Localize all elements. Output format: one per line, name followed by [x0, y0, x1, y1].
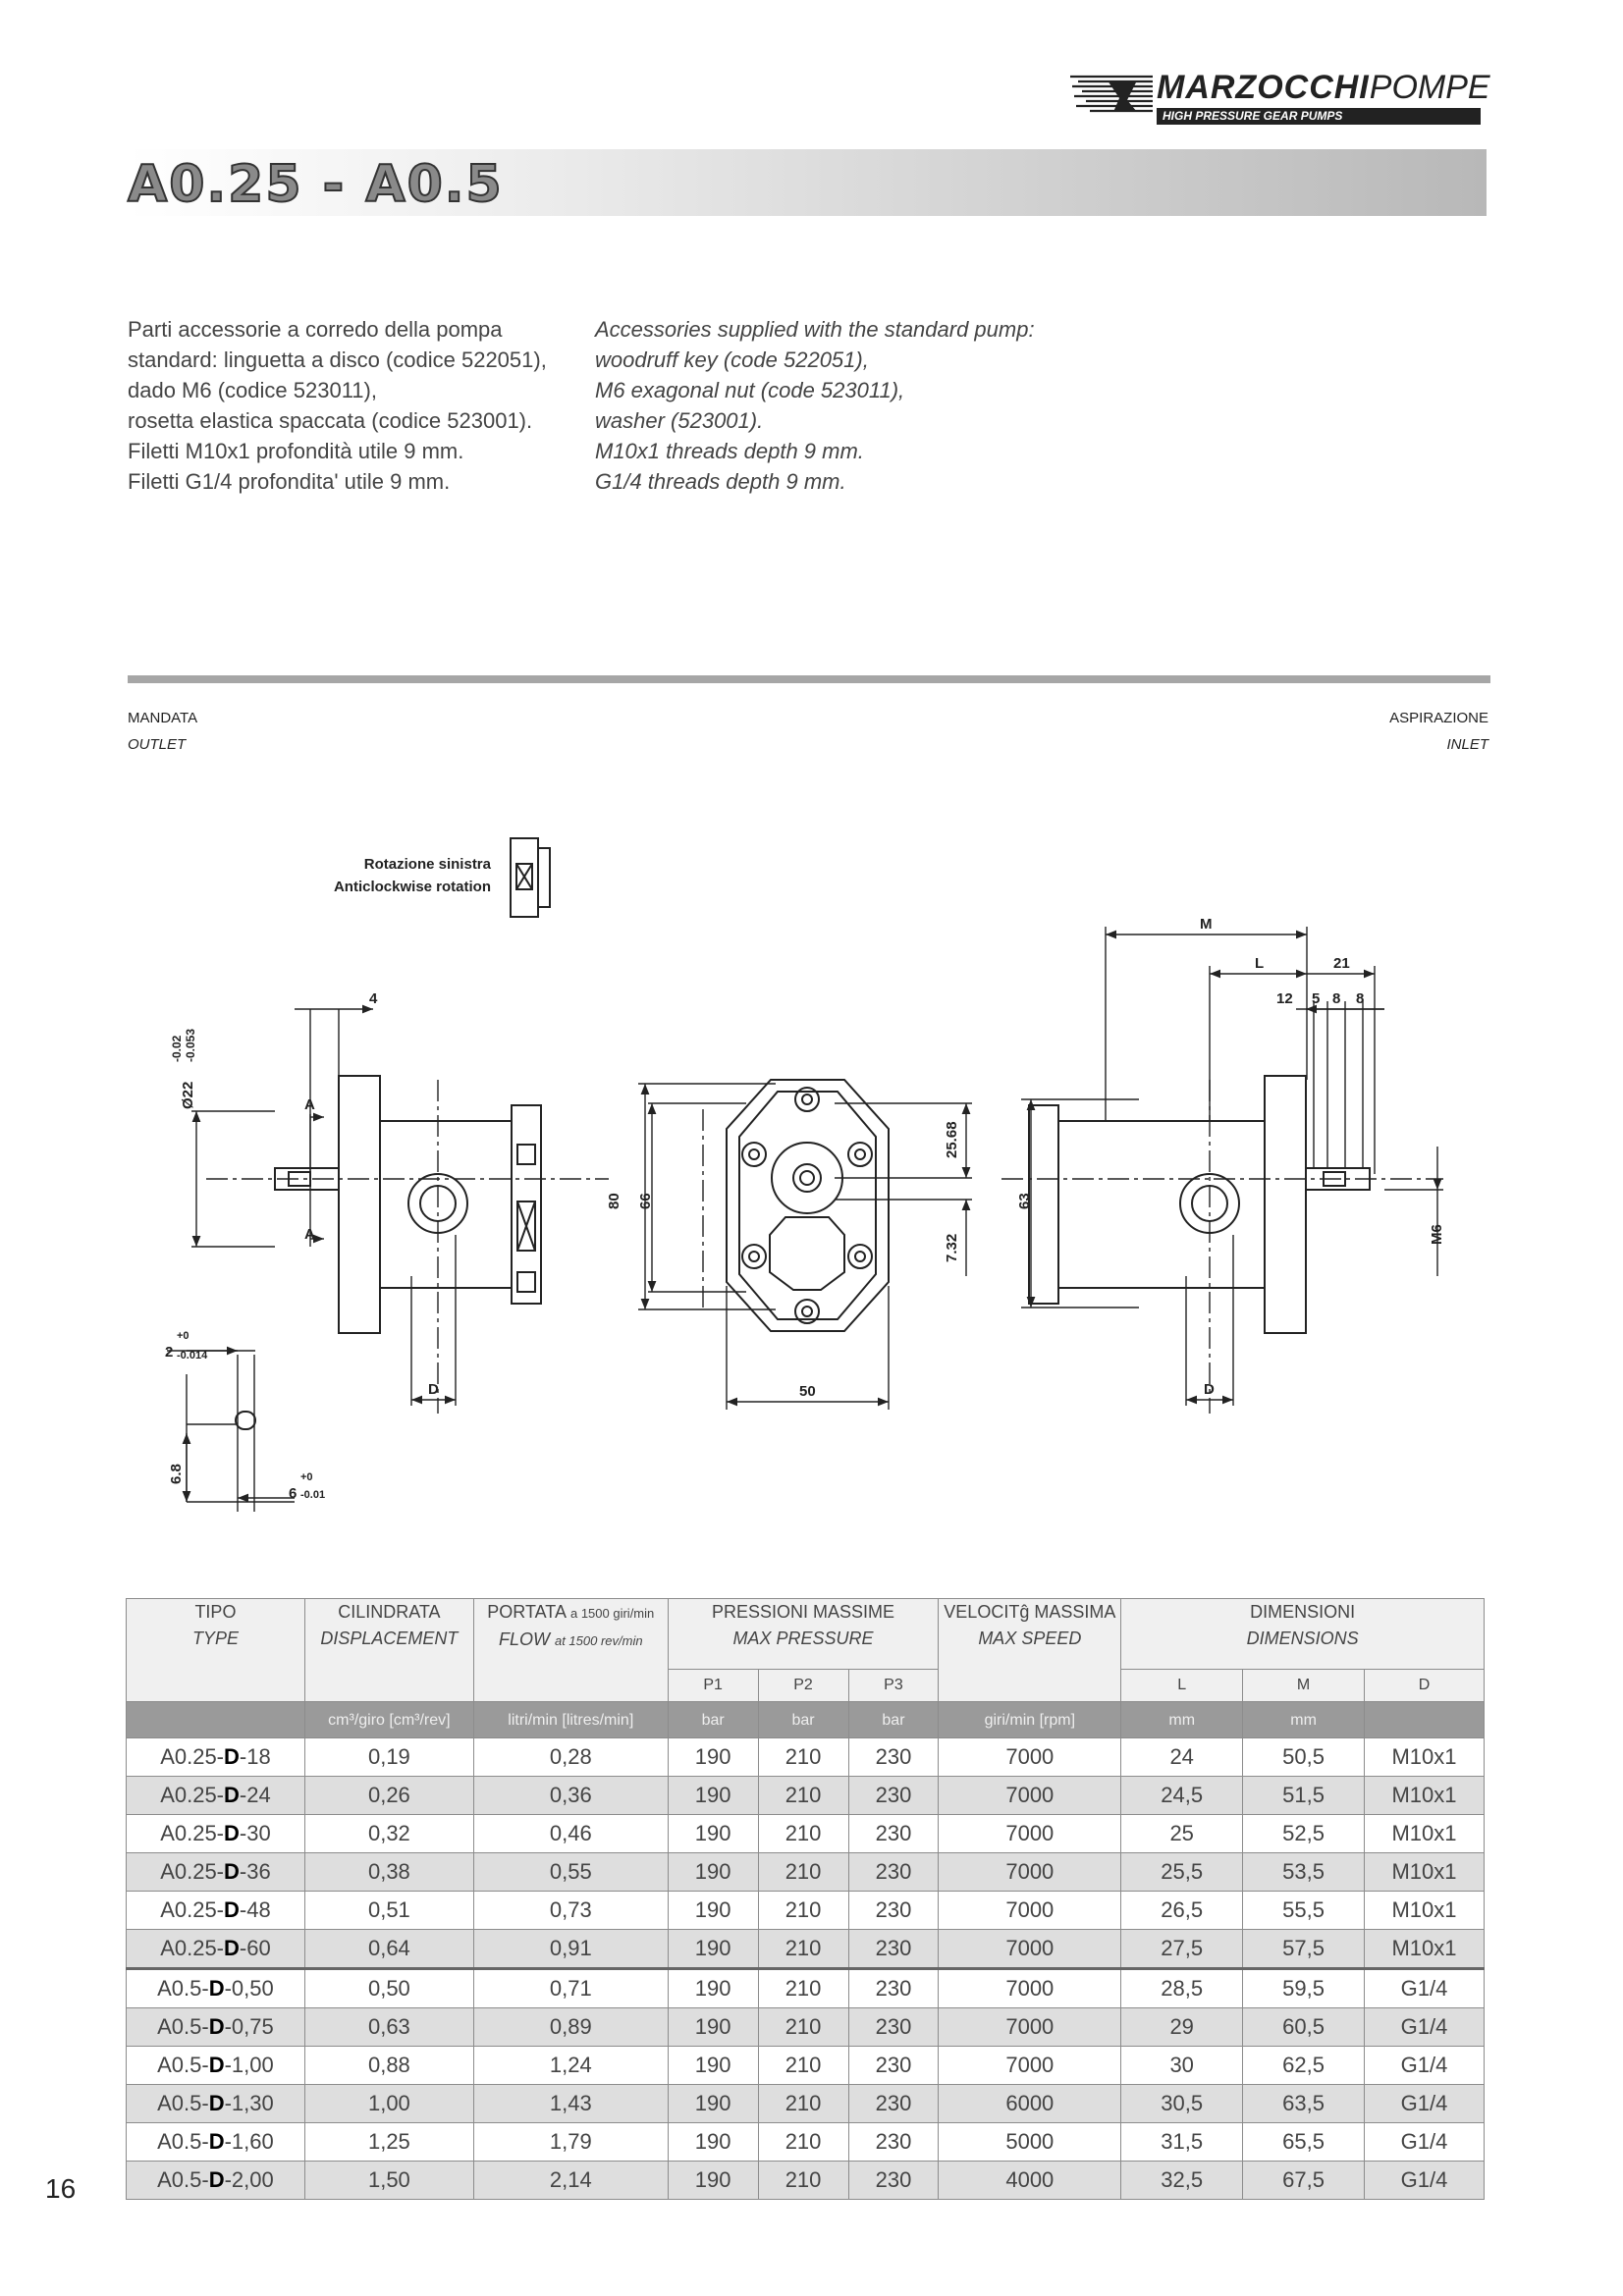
dim-12: 12 [1276, 990, 1293, 1007]
cell-flow: 0,55 [473, 1853, 668, 1892]
dim-25-68: 25.68 [944, 1121, 960, 1158]
cell-d: M10x1 [1365, 1777, 1485, 1815]
cell-p2: 210 [758, 2123, 848, 2162]
dim-m: M [1200, 916, 1213, 933]
dim-d22-tol-low: -0.053 [184, 1028, 197, 1062]
cell-d: G1/4 [1365, 2047, 1485, 2085]
cell-type: A0.5-D-1,60 [127, 2123, 305, 2162]
cell-flow: 0,46 [473, 1815, 668, 1853]
cell-l: 24 [1121, 1738, 1243, 1777]
cell-p3: 230 [848, 1738, 939, 1777]
cell-speed: 7000 [939, 1777, 1121, 1815]
header-flow: PORTATA a 1500 giri/min FLOW at 1500 rev/min [473, 1599, 668, 1702]
cell-p3: 230 [848, 2085, 939, 2123]
cell-p1: 190 [668, 2047, 758, 2085]
cell-d: G1/4 [1365, 2123, 1485, 2162]
cell-flow: 1,79 [473, 2123, 668, 2162]
text-line: Parti accessorie a corredo della pompa [128, 317, 503, 342]
section-mark-a-top: A [304, 1096, 315, 1113]
table-row [127, 1969, 1485, 2008]
cell-l: 31,5 [1121, 2123, 1243, 2162]
dim-63: 63 [1016, 1193, 1033, 1209]
header-row [127, 1599, 1485, 1670]
cell-m: 63,5 [1243, 2085, 1365, 2123]
unit-m: mm [1243, 1702, 1365, 1738]
cell-l: 27,5 [1121, 1930, 1243, 1969]
dim-50: 50 [799, 1383, 816, 1400]
dim-l: L [1255, 955, 1265, 972]
cell-l: 30,5 [1121, 2085, 1243, 2123]
cell-type: A0.25-D-30 [127, 1815, 305, 1853]
header-p1: P1 [668, 1670, 758, 1702]
cell-l: 24,5 [1121, 1777, 1243, 1815]
cell-speed: 5000 [939, 2123, 1121, 2162]
cell-type: A0.5-D-2,00 [127, 2162, 305, 2200]
cell-l: 25,5 [1121, 1853, 1243, 1892]
cell-l: 30 [1121, 2047, 1243, 2085]
header-speed: VELOCITĝ MASSIMA MAX SPEED [939, 1599, 1121, 1702]
header-l: L [1121, 1670, 1243, 1702]
cell-flow: 0,73 [473, 1892, 668, 1930]
cell-p2: 210 [758, 2085, 848, 2123]
section-mark-a-bottom: A [304, 1226, 315, 1243]
accessories-text-it [128, 314, 547, 497]
unit-displacement: cm³/giro [cm³/rev] [304, 1702, 473, 1738]
cell-p2: 210 [758, 2047, 848, 2085]
header-pressure: PRESSIONI MASSIME MAX PRESSURE [668, 1599, 939, 1670]
cell-type: A0.25-D-60 [127, 1930, 305, 1969]
technical-drawing [0, 825, 1623, 1512]
dim-m6: M6 [1429, 1224, 1445, 1245]
cell-p3: 230 [848, 2047, 939, 2085]
cell-displacement: 0,26 [304, 1777, 473, 1815]
dim-80: 80 [606, 1193, 622, 1209]
header-type: TIPO TYPE [127, 1599, 305, 1702]
text-line: rosetta elastica spaccata (codice 523001). [128, 408, 533, 433]
brand-logo [1068, 69, 1490, 126]
cell-p2: 210 [758, 2008, 848, 2047]
cell-flow: 0,91 [473, 1930, 668, 1969]
cell-p2: 210 [758, 1738, 848, 1777]
cell-flow: 0,28 [473, 1738, 668, 1777]
cell-displacement: 0,38 [304, 1853, 473, 1892]
cell-type: A0.5-D-1,30 [127, 2085, 305, 2123]
cell-p1: 190 [668, 1969, 758, 2008]
unit-flow: litri/min [litres/min] [473, 1702, 668, 1738]
cell-displacement: 0,88 [304, 2047, 473, 2085]
cell-p1: 190 [668, 1853, 758, 1892]
cell-type: A0.25-D-36 [127, 1853, 305, 1892]
dim-6-tol-up: +0 [300, 1471, 313, 1483]
cell-l: 29 [1121, 2008, 1243, 2047]
cell-m: 67,5 [1243, 2162, 1365, 2200]
dim-8a: 8 [1332, 990, 1341, 1007]
table-row [127, 2162, 1485, 2200]
header-d: D [1365, 1670, 1485, 1702]
text-line: standard: linguetta a disco (codice 522051), [128, 347, 547, 372]
cell-d: G1/4 [1365, 2085, 1485, 2123]
dim-2-tol-low: -0.014 [177, 1350, 208, 1362]
header-displacement: CILINDRATA DISPLACEMENT [304, 1599, 473, 1702]
table-row [127, 1815, 1485, 1853]
cell-d: G1/4 [1365, 2162, 1485, 2200]
cell-p2: 210 [758, 1853, 848, 1892]
outlet-label-en: OUTLET [128, 736, 187, 753]
unit-l: mm [1121, 1702, 1243, 1738]
cell-displacement: 0,19 [304, 1738, 473, 1777]
cell-displacement: 1,25 [304, 2123, 473, 2162]
table-row [127, 2047, 1485, 2085]
cell-displacement: 0,50 [304, 1969, 473, 2008]
cell-p1: 190 [668, 2008, 758, 2047]
cell-p1: 190 [668, 1738, 758, 1777]
cell-m: 53,5 [1243, 1853, 1365, 1892]
cell-type: A0.5-D-0,75 [127, 2008, 305, 2047]
cell-flow: 0,36 [473, 1777, 668, 1815]
dim-6-tol-low: -0.01 [300, 1489, 326, 1501]
section-divider [128, 675, 1490, 683]
cell-d: G1/4 [1365, 2008, 1485, 2047]
cell-flow: 0,71 [473, 1969, 668, 2008]
cell-displacement: 0,64 [304, 1930, 473, 1969]
table-row [127, 1853, 1485, 1892]
dim-21: 21 [1333, 955, 1350, 972]
cell-p3: 230 [848, 1930, 939, 1969]
cell-p1: 190 [668, 1892, 758, 1930]
cell-p1: 190 [668, 1930, 758, 1969]
cell-flow: 1,43 [473, 2085, 668, 2123]
rotation-label-en: Anticlockwise rotation [333, 879, 491, 895]
text-line: G1/4 threads depth 9 mm. [595, 469, 846, 494]
cell-type: A0.25-D-48 [127, 1892, 305, 1930]
cell-d: M10x1 [1365, 1892, 1485, 1930]
front-view [727, 1080, 889, 1331]
cell-m: 52,5 [1243, 1815, 1365, 1853]
dim-d-left: D [428, 1381, 439, 1398]
cell-displacement: 0,32 [304, 1815, 473, 1853]
cell-l: 25 [1121, 1815, 1243, 1853]
text-line: Filetti G1/4 profondita' utile 9 mm. [128, 469, 451, 494]
text-line: Accessories supplied with the standard pump: [595, 317, 1035, 342]
dim-6: 6 [289, 1485, 298, 1502]
cell-m: 59,5 [1243, 1969, 1365, 2008]
cell-d: G1/4 [1365, 1969, 1485, 2008]
cell-speed: 7000 [939, 1969, 1121, 2008]
page-title: A0.25 - A0.5 [128, 155, 504, 214]
dim-2-tol-up: +0 [177, 1330, 189, 1342]
logo-speed-lines-icon [1068, 73, 1155, 116]
table-row [127, 1777, 1485, 1815]
cell-p2: 210 [758, 2162, 848, 2200]
table-row [127, 1892, 1485, 1930]
inlet-label-it: ASPIRAZIONE [1389, 710, 1488, 726]
cell-m: 55,5 [1243, 1892, 1365, 1930]
cell-p3: 230 [848, 1969, 939, 2008]
cell-p3: 230 [848, 2123, 939, 2162]
units-row [127, 1702, 1485, 1738]
text-line: M10x1 threads depth 9 mm. [595, 439, 864, 463]
cell-m: 51,5 [1243, 1777, 1365, 1815]
cell-speed: 7000 [939, 1930, 1121, 1969]
cell-l: 26,5 [1121, 1892, 1243, 1930]
cell-d: M10x1 [1365, 1930, 1485, 1969]
cell-speed: 7000 [939, 1853, 1121, 1892]
cell-speed: 7000 [939, 1815, 1121, 1853]
cell-type: A0.5-D-0,50 [127, 1969, 305, 2008]
cell-m: 62,5 [1243, 2047, 1365, 2085]
cell-p2: 210 [758, 1930, 848, 1969]
inlet-label-en: INLET [1446, 736, 1488, 753]
table-row [127, 2008, 1485, 2047]
cell-p1: 190 [668, 1777, 758, 1815]
text-line: M6 exagonal nut (code 523011), [595, 378, 905, 402]
cell-p2: 210 [758, 1815, 848, 1853]
unit-d [1365, 1702, 1485, 1738]
cell-p1: 190 [668, 1815, 758, 1853]
text-line: Filetti M10x1 profondità utile 9 mm. [128, 439, 464, 463]
cell-d: M10x1 [1365, 1815, 1485, 1853]
title-bar [128, 149, 1487, 216]
cell-p2: 210 [758, 1892, 848, 1930]
cell-type: A0.5-D-1,00 [127, 2047, 305, 2085]
dim-d22: Ø22 [180, 1081, 196, 1109]
rotation-symbol-icon [511, 838, 550, 917]
text-line: dado M6 (codice 523011), [128, 378, 377, 402]
dim-d-right: D [1204, 1381, 1215, 1398]
header-p3: P3 [848, 1670, 939, 1702]
outlet-label-it: MANDATA [128, 710, 198, 726]
cell-p3: 230 [848, 1815, 939, 1853]
cell-p3: 230 [848, 1777, 939, 1815]
cell-p3: 230 [848, 1853, 939, 1892]
brand-name: MARZOCCHIPOMPE [1157, 69, 1490, 106]
spec-table [126, 1598, 1485, 2200]
cell-p3: 230 [848, 1892, 939, 1930]
header-m: M [1243, 1670, 1365, 1702]
unit-type [127, 1702, 305, 1738]
spec-table-body [127, 1738, 1485, 2200]
dim-2: 2 [165, 1344, 174, 1361]
cell-p1: 190 [668, 2162, 758, 2200]
cell-speed: 7000 [939, 2008, 1121, 2047]
cell-flow: 0,89 [473, 2008, 668, 2047]
dim-d22-tol-up: -0.02 [170, 1035, 184, 1062]
cell-speed: 7000 [939, 1892, 1121, 1930]
text-line: washer (523001). [595, 408, 764, 433]
table-row [127, 1930, 1485, 1969]
table-row [127, 2085, 1485, 2123]
rotation-label-it: Rotazione sinistra [363, 856, 491, 873]
cell-type: A0.25-D-24 [127, 1777, 305, 1815]
dim-4: 4 [369, 990, 378, 1007]
cell-flow: 1,24 [473, 2047, 668, 2085]
unit-p3: bar [848, 1702, 939, 1738]
cell-l: 32,5 [1121, 2162, 1243, 2200]
header-dimensions: DIMENSIONI DIMENSIONS [1121, 1599, 1485, 1670]
cell-displacement: 0,51 [304, 1892, 473, 1930]
cell-m: 50,5 [1243, 1738, 1365, 1777]
unit-p1: bar [668, 1702, 758, 1738]
cell-d: M10x1 [1365, 1738, 1485, 1777]
brand-tagline: HIGH PRESSURE GEAR PUMPS [1157, 108, 1481, 125]
dim-7-32: 7.32 [944, 1233, 960, 1262]
cell-speed: 4000 [939, 2162, 1121, 2200]
cell-displacement: 1,50 [304, 2162, 473, 2200]
cell-p1: 190 [668, 2123, 758, 2162]
cell-m: 60,5 [1243, 2008, 1365, 2047]
cell-l: 28,5 [1121, 1969, 1243, 2008]
cell-p2: 210 [758, 1777, 848, 1815]
cell-flow: 2,14 [473, 2162, 668, 2200]
table-row [127, 2123, 1485, 2162]
cell-type: A0.25-D-18 [127, 1738, 305, 1777]
cell-m: 57,5 [1243, 1930, 1365, 1969]
page-number: 16 [45, 2173, 77, 2204]
cell-displacement: 0,63 [304, 2008, 473, 2047]
unit-p2: bar [758, 1702, 848, 1738]
table-row [127, 1738, 1485, 1777]
cell-speed: 7000 [939, 2047, 1121, 2085]
cell-p3: 230 [848, 2008, 939, 2047]
side-view-outlet [275, 1076, 541, 1333]
cell-p3: 230 [848, 2162, 939, 2200]
text-line: woodruff key (code 522051), [595, 347, 869, 372]
header-p2: P2 [758, 1670, 848, 1702]
cell-m: 65,5 [1243, 2123, 1365, 2162]
cell-d: M10x1 [1365, 1853, 1485, 1892]
cell-speed: 6000 [939, 2085, 1121, 2123]
dim-8b: 8 [1356, 990, 1365, 1007]
cell-p1: 190 [668, 2085, 758, 2123]
side-view-inlet [1029, 1076, 1370, 1333]
cell-p2: 210 [758, 1969, 848, 2008]
accessories-text-en [595, 314, 1035, 497]
unit-speed: giri/min [rpm] [939, 1702, 1121, 1738]
cell-displacement: 1,00 [304, 2085, 473, 2123]
dim-6-8: 6.8 [168, 1464, 185, 1484]
cell-speed: 7000 [939, 1738, 1121, 1777]
dim-66: 66 [637, 1193, 654, 1209]
dim-5: 5 [1312, 990, 1321, 1007]
